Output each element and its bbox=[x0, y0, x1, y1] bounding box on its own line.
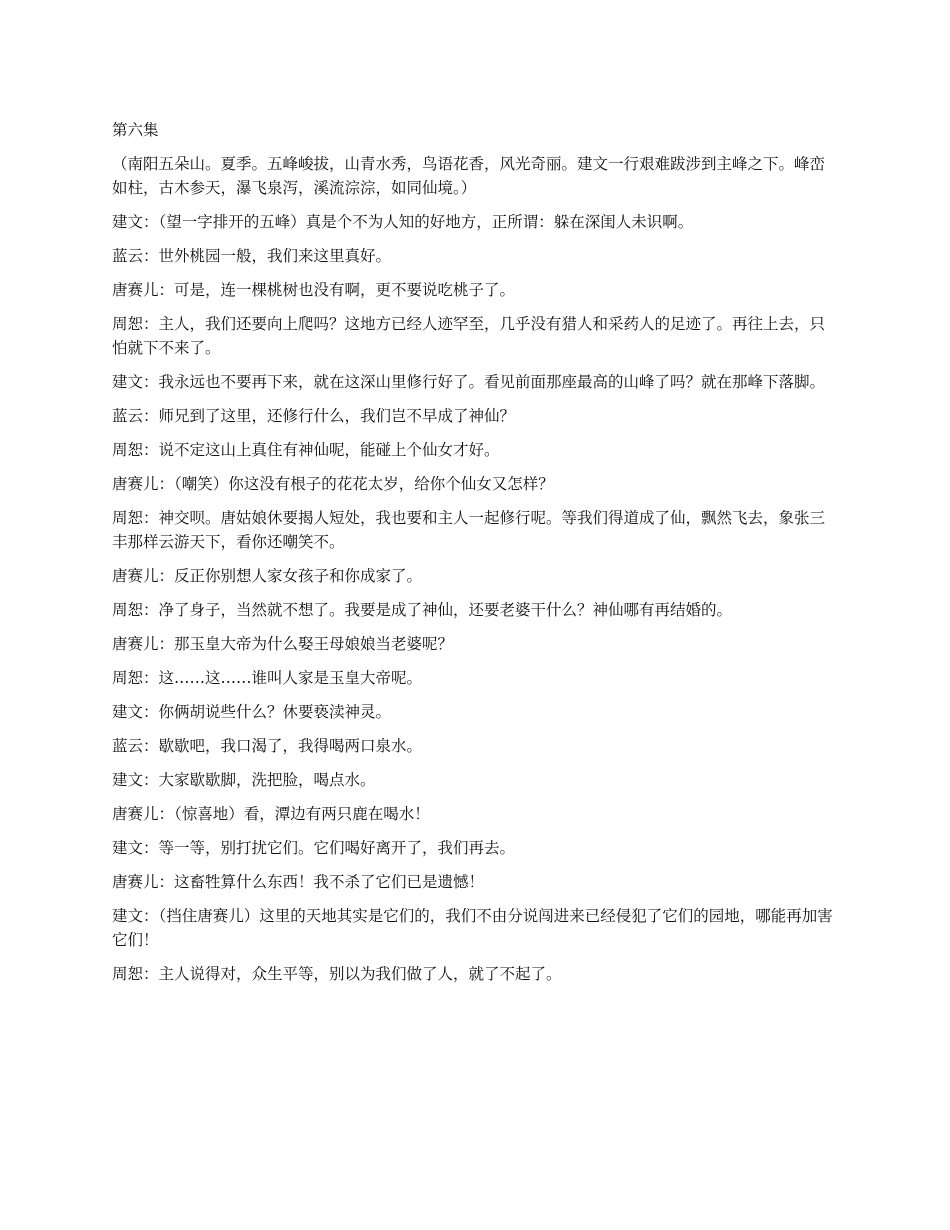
dialogue-line: 建文：大家歇歇脚，洗把脸，喝点水。 bbox=[112, 771, 376, 789]
dialogue-line: 周恕：净了身子，当然就不想了。我要是成了神仙，还要老婆干什么？神仙哪有再结婚的。 bbox=[112, 601, 733, 619]
dialogue-line: 蓝云：歇歇吧，我口渴了，我得喝两口泉水。 bbox=[112, 737, 423, 755]
episode-title: 第六集 bbox=[112, 121, 159, 139]
dialogue-line: 唐赛儿：这畜牲算什么东西！我不杀了它们已是遗憾！ bbox=[112, 873, 485, 891]
dialogue-line: 建文：你俩胡说些什么？休要亵渎神灵。 bbox=[112, 703, 392, 721]
dialogue-line: 建文：（挡住唐赛儿）这里的天地其实是它们的，我们不由分说闯进来已经侵犯了它们的园地，哪能再加害它们！ bbox=[112, 907, 833, 949]
dialogue-line: 蓝云：世外桃园一般，我们来这里真好。 bbox=[112, 247, 392, 265]
dialogue-line: 周恕：神交呗。唐姑娘休要揭人短处，我也要和主人一起修行呢。等我们得道成了仙，飘然飞去，象张三丰那样云游天下，看你还嘲笑不。 bbox=[112, 509, 826, 551]
dialogue-line: 周恕：这……这……谁叫人家是玉皇大帝呢。 bbox=[112, 669, 423, 687]
dialogue-line: 唐赛儿：那玉皇大帝为什么娶王母娘娘当老婆呢？ bbox=[112, 635, 454, 653]
dialogue-line: 蓝云：师兄到了这里，还修行什么，我们岂不早成了神仙？ bbox=[112, 407, 516, 425]
dialogue-line: 周恕：说不定这山上真住有神仙呢，能碰上个仙女才好。 bbox=[112, 441, 500, 459]
dialogue-line: 周恕：主人说得对，众生平等，别以为我们做了人，就了不起了。 bbox=[112, 965, 562, 983]
dialogue-line: 建文：等一等，别打扰它们。它们喝好离开了，我们再去。 bbox=[112, 839, 516, 857]
dialogue-line: 唐赛儿：（嘲笑）你这没有根子的花花太岁，给你个仙女又怎样？ bbox=[112, 475, 554, 493]
dialogue-line: 唐赛儿：（惊喜地）看，潭边有两只鹿在喝水！ bbox=[112, 805, 430, 823]
dialogue-line: 建文：我永远也不要再下来，就在这深山里修行好了。看见前面那座最高的山峰了吗？就在那峰下落脚。 bbox=[112, 373, 826, 391]
dialogue-line: 建文：（望一字排开的五峰）真是个不为人知的好地方，正所谓：躲在深闺人未识啊。 bbox=[112, 213, 694, 231]
stage-direction: （南阳五朵山。夏季。五峰峻拔，山青水秀，鸟语花香，风光奇丽。建文一行艰难跋涉到主峰之下。峰峦如柱，古木参天，瀑飞泉泻，溪流淙淙，如同仙境。） bbox=[112, 155, 826, 197]
dialogue-line: 唐赛儿：反正你别想人家女孩子和你成家了。 bbox=[112, 567, 423, 585]
dialogue-line: 周恕：主人，我们还要向上爬吗？这地方已经人迹罕至，几乎没有猎人和采药人的足迹了。再往上去，只怕就下不来了。 bbox=[112, 315, 826, 357]
dialogue-line: 唐赛儿：可是，连一棵桃树也没有啊，更不要说吃桃子了。 bbox=[112, 281, 516, 299]
document-page bbox=[112, 118, 840, 996]
